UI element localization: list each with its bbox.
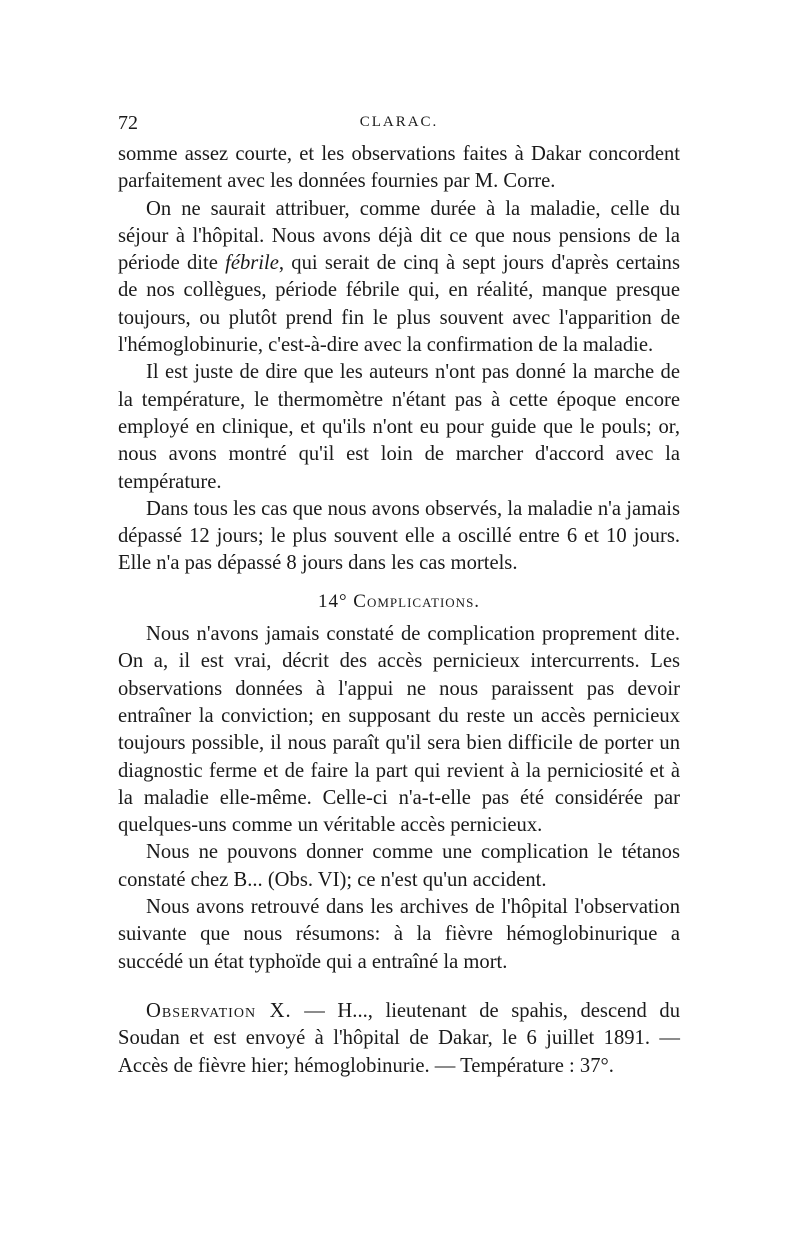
- observation-text: — H..., lieutenant de spahis, descend du Soudan et est envoyé à l'hôpital de Dakar, le 6 juillet 1891. — Accès de fièvre hier; hémoglobinurie. — Température : 37°.: [118, 999, 680, 1077]
- paragraph-text: On ne saurait attribuer, comme durée à la maladie, celle du séjour à l'hôpital. Nous avons déjà dit ce que nous pensions de la période dite: [118, 197, 680, 275]
- paragraph-tetanus: Nous ne pouvons donner comme une complication le tétanos constaté chez B... (Obs. VI); ce n'est qu'un accident.: [118, 841, 680, 891]
- italic-term: fébrile: [225, 252, 279, 275]
- page-number: 72: [118, 112, 138, 134]
- paragraph-duration: [118, 196, 680, 360]
- observation-label: Observation X.: [146, 999, 292, 1022]
- observation-paragraph: [118, 998, 680, 1080]
- paragraph-text: , qui serait de cinq à sept jours d'après certains de nos collègues, période fébrile qui, en réalité, manque presque toujours, ou plutôt prend fin le plus souvent avec l'apparition de l'hémoglobinurie, c'est-à-dire avec la confirmation de la maladie.: [118, 252, 680, 357]
- page-body: [118, 141, 680, 1080]
- running-head: CLARAC.: [359, 114, 439, 130]
- section-title: 14° Complications.: [317, 590, 481, 612]
- paragraph-continued: somme assez courte, et les observations faites à Dakar concordent parfaitement avec les données fournies par M. Corre.: [118, 143, 680, 193]
- paragraph-archives: Nous avons retrouvé dans les archives de l'hôpital l'observation suivante que nous résumons: à la fièvre hémoglobinurique a succédé un état typhoïde qui a entraîné la mort.: [118, 896, 680, 973]
- paragraph-temperature: Il est juste de dire que les auteurs n'ont pas donné la marche de la température, le thermomètre n'étant pas à cette époque encore employé en clinique, et qu'ils n'ont eu pour guide que le pouls; or, nous avons montré qu'il est loin de marcher d'accord avec la température.: [118, 361, 680, 493]
- page-header: [118, 112, 680, 138]
- paragraph-complications: Nous n'avons jamais constaté de complication proprement dite. On a, il est vrai, décrit des accès pernicieux intercurrents. Les observations données à l'appui ne nous paraissent pas devoir entraîner la conviction; en supposant du reste un accès pernicieux toujours possible, il nous paraît qu'il sera bien difficile de porter un diagnostic ferme et de faire la part qui revient à la perniciosité et à la maladie elle-même. Celle-ci n'a-t-elle pas été considérée par quelques-uns comme un véritable accès pernicieux.: [118, 623, 680, 837]
- paragraph-cases: Dans tous les cas que nous avons observés, la maladie n'a jamais dépassé 12 jours; le plus souvent elle a oscillé entre 6 et 10 jours. Elle n'a pas dépassé 8 jours dans les cas mortels.: [118, 497, 680, 575]
